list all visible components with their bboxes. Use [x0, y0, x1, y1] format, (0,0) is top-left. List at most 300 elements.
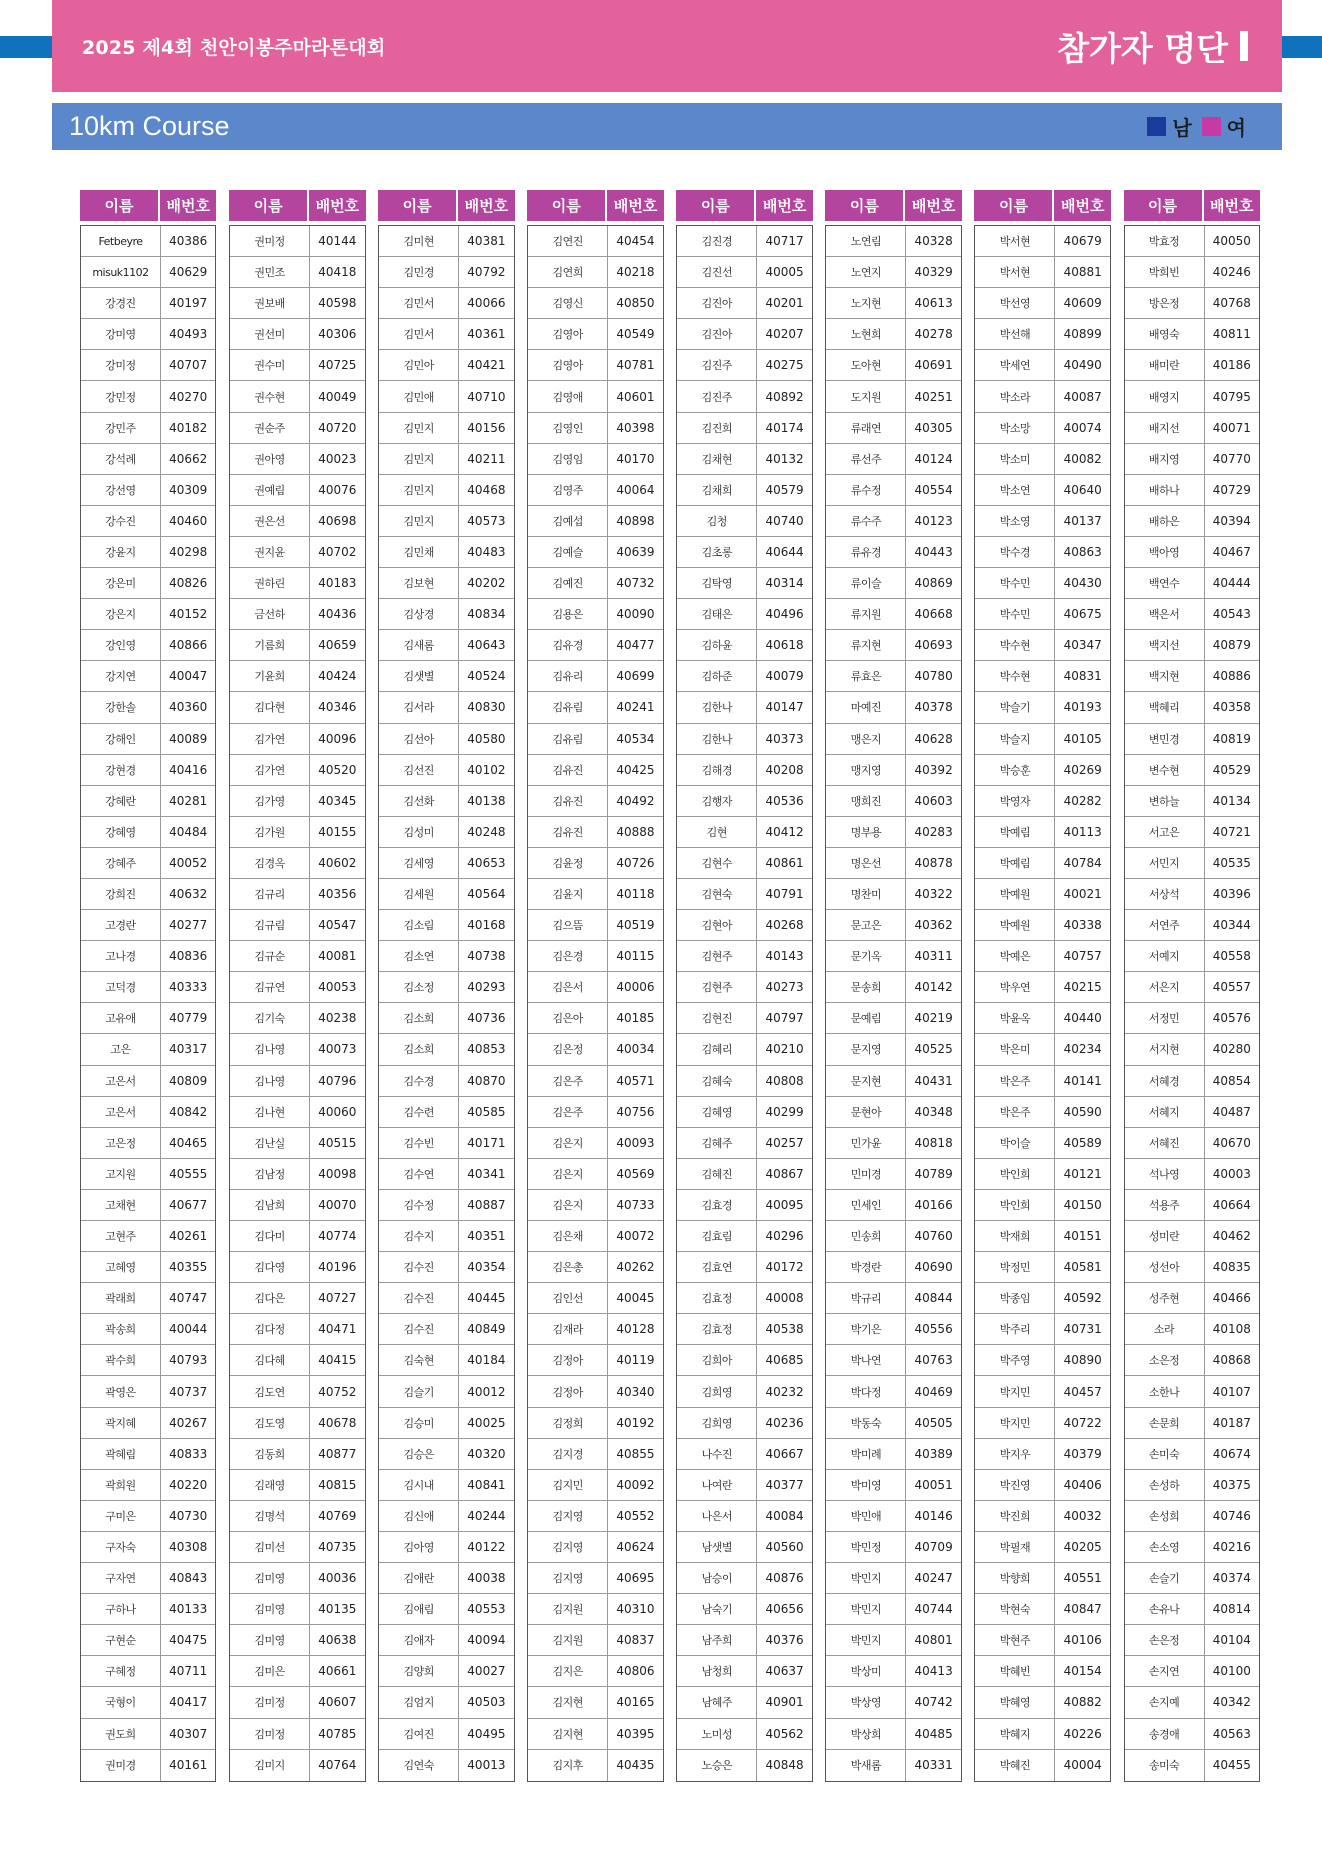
bib-number: 40780 — [914, 669, 953, 684]
bib-number: 40050 — [1212, 234, 1251, 249]
table-row — [677, 1221, 811, 1252]
participant-name: 배미란 — [1125, 350, 1205, 380]
table-row — [826, 879, 960, 910]
participant-name: 박희빈 — [1125, 257, 1205, 287]
bib-number: 40044 — [169, 1322, 208, 1337]
participant-name: 변하늘 — [1125, 786, 1205, 816]
participant-name: 김영아 — [528, 350, 608, 380]
participant-name: 소한나 — [1125, 1376, 1205, 1406]
bib-number: 40536 — [765, 793, 804, 808]
column-body — [229, 225, 365, 1782]
bib-number: 40262 — [616, 1260, 655, 1275]
table-row — [826, 568, 960, 599]
bib-number: 40848 — [765, 1758, 804, 1773]
participant-name: 박주영 — [975, 1345, 1055, 1375]
table-row — [975, 661, 1109, 692]
table-row — [379, 1625, 513, 1656]
table-row — [1125, 724, 1259, 755]
table-row — [528, 1221, 662, 1252]
participant-name: 김민애 — [379, 381, 459, 411]
bib-number: 40095 — [765, 1197, 804, 1212]
participant-name: 김남희 — [230, 1190, 310, 1220]
table-row — [826, 1034, 960, 1065]
participant-name: 강미정 — [81, 350, 161, 380]
participant-name: 김지현 — [528, 1687, 608, 1717]
table-row — [1125, 1159, 1259, 1190]
table-row — [1125, 1470, 1259, 1501]
bib-number: 40134 — [1212, 793, 1251, 808]
table-row — [677, 413, 811, 444]
table-row — [528, 661, 662, 692]
participant-name: 백지현 — [1125, 661, 1205, 691]
participant-name: 박상영 — [826, 1687, 906, 1717]
participant-tables — [80, 190, 1260, 1782]
table-row — [379, 1408, 513, 1439]
participant-name: 김수지 — [379, 1221, 459, 1251]
participant-name: 곽영은 — [81, 1376, 161, 1406]
table-row — [230, 1159, 364, 1190]
table-row — [528, 1190, 662, 1221]
participant-name: 김영신 — [528, 288, 608, 318]
participant-name: 손문희 — [1125, 1408, 1205, 1438]
participant-name: 노미성 — [677, 1719, 757, 1749]
bib-number: 40340 — [616, 1384, 655, 1399]
table-row — [826, 972, 960, 1003]
bib-number: 40064 — [616, 482, 655, 497]
participant-name: 김탁영 — [677, 568, 757, 598]
participant-name: 김소희 — [379, 1034, 459, 1064]
participant-name: 박향희 — [975, 1563, 1055, 1593]
participant-name: 김혜진 — [677, 1159, 757, 1189]
bib-number: 40553 — [467, 1602, 506, 1617]
bib-number: 40138 — [467, 793, 506, 808]
participant-name: 석용주 — [1125, 1190, 1205, 1220]
participant-name: 김효경 — [677, 1190, 757, 1220]
table-row — [230, 1470, 364, 1501]
table-row — [230, 288, 364, 319]
participant-name: 김지원 — [528, 1625, 608, 1655]
header-bib: 배번호 — [315, 197, 360, 215]
bib-number: 40060 — [318, 1104, 357, 1119]
table-row — [230, 786, 364, 817]
bib-number: 40278 — [914, 327, 953, 342]
roster-column-6 — [825, 190, 961, 1782]
participant-name: 박민지 — [826, 1625, 906, 1655]
participant-name: 김은서 — [528, 972, 608, 1002]
participant-name: 김한나 — [677, 724, 757, 754]
table-row — [230, 1345, 364, 1376]
participant-name: 김승은 — [379, 1439, 459, 1469]
participant-name: Fetbeyre — [81, 226, 161, 256]
bib-number: 40556 — [914, 1322, 953, 1337]
bib-number: 40490 — [1063, 358, 1102, 373]
participant-name: 김선진 — [379, 755, 459, 785]
participant-name: 김여진 — [379, 1719, 459, 1749]
bib-number: 40742 — [914, 1695, 953, 1710]
table-row — [677, 1066, 811, 1097]
participant-name: 민세인 — [826, 1190, 906, 1220]
participant-name: 박기은 — [826, 1314, 906, 1344]
participant-name: 강인영 — [81, 630, 161, 660]
table-row — [379, 319, 513, 350]
table-row — [975, 1221, 1109, 1252]
participant-name: 손지연 — [1125, 1656, 1205, 1686]
bib-number: 40695 — [616, 1571, 655, 1586]
participant-name: 박소망 — [975, 413, 1055, 443]
legend-female — [1202, 112, 1246, 141]
participant-name: 김소림 — [379, 910, 459, 940]
participant-name: 김가연 — [230, 724, 310, 754]
participant-name: 곽송희 — [81, 1314, 161, 1344]
participant-name: 김민지 — [379, 444, 459, 474]
bib-number: 40485 — [914, 1726, 953, 1741]
participant-name: 박수민 — [975, 599, 1055, 629]
column-header — [80, 190, 216, 221]
bib-number: 40306 — [318, 327, 357, 342]
bib-number: 40547 — [318, 918, 357, 933]
table-row — [230, 257, 364, 288]
participant-name: 김한나 — [677, 692, 757, 722]
participant-name: 변수현 — [1125, 755, 1205, 785]
participant-name: 김채희 — [677, 475, 757, 505]
participant-name: 김지경 — [528, 1439, 608, 1469]
table-row — [1125, 226, 1259, 257]
table-row — [81, 413, 215, 444]
table-row — [826, 1687, 960, 1718]
table-row — [81, 1470, 215, 1501]
table-row — [1125, 1128, 1259, 1159]
bib-number: 40378 — [914, 700, 953, 715]
column-body — [378, 225, 514, 1782]
participant-name: 김유림 — [528, 692, 608, 722]
table-row — [230, 1501, 364, 1532]
participant-name: 박수민 — [975, 568, 1055, 598]
bib-number: 40505 — [914, 1415, 953, 1430]
table-row — [1125, 1501, 1259, 1532]
participant-name: 권보배 — [230, 288, 310, 318]
bib-number: 40244 — [467, 1508, 506, 1523]
bib-number: 40475 — [169, 1633, 208, 1648]
participant-name: 박현숙 — [975, 1594, 1055, 1624]
participant-name: 김효정 — [677, 1314, 757, 1344]
bib-number: 40720 — [318, 420, 357, 435]
participant-name: 강민정 — [81, 381, 161, 411]
table-row — [379, 724, 513, 755]
bib-number: 40089 — [169, 731, 208, 746]
table-row — [230, 226, 364, 257]
table-row — [975, 319, 1109, 350]
roster-title: 참가자 명단 — [1057, 28, 1228, 68]
participant-name: 박소영 — [975, 506, 1055, 536]
participant-name: 김민지 — [379, 506, 459, 536]
bib-number: 40267 — [169, 1415, 208, 1430]
roster-column-5 — [676, 190, 812, 1782]
participant-name: 류수정 — [826, 475, 906, 505]
table-row — [975, 755, 1109, 786]
table-row — [379, 972, 513, 1003]
participant-name: 박정민 — [975, 1252, 1055, 1282]
bib-number: 40640 — [1063, 482, 1102, 497]
participant-name: 곽지혜 — [81, 1408, 161, 1438]
table-row — [81, 1066, 215, 1097]
bib-number: 40644 — [765, 544, 804, 559]
table-row — [677, 817, 811, 848]
table-row — [677, 1594, 811, 1625]
bib-number: 40184 — [467, 1353, 506, 1368]
table-row — [230, 1532, 364, 1563]
bib-number: 40246 — [1212, 265, 1251, 280]
bib-number: 40071 — [1212, 420, 1251, 435]
bib-number: 40034 — [616, 1042, 655, 1057]
bib-number: 40257 — [765, 1135, 804, 1150]
participant-name: 권은선 — [230, 506, 310, 536]
participant-name: misuk1102 — [81, 257, 161, 287]
table-row — [677, 661, 811, 692]
table-row — [1125, 319, 1259, 350]
table-row — [1125, 475, 1259, 506]
bib-number: 40879 — [1212, 638, 1251, 653]
participant-name: 김규림 — [230, 910, 310, 940]
table-row — [81, 692, 215, 723]
bib-number: 40779 — [169, 1011, 208, 1026]
legend-male-swatch — [1147, 117, 1166, 136]
bib-number: 40662 — [169, 451, 208, 466]
column-header — [974, 190, 1110, 221]
participant-name: 박수현 — [975, 661, 1055, 691]
bib-number: 40503 — [467, 1695, 506, 1710]
table-row — [677, 1719, 811, 1750]
bib-number: 40118 — [616, 887, 655, 902]
participant-name: 소라 — [1125, 1314, 1205, 1344]
table-row — [975, 879, 1109, 910]
participant-name: 변민경 — [1125, 724, 1205, 754]
table-row — [975, 413, 1109, 444]
bib-number: 40580 — [467, 731, 506, 746]
participant-name: 김연진 — [528, 226, 608, 256]
table-row — [1125, 972, 1259, 1003]
participant-name: 류지원 — [826, 599, 906, 629]
table-row — [528, 568, 662, 599]
table-row — [677, 1128, 811, 1159]
participant-name: 고지원 — [81, 1159, 161, 1189]
table-row — [677, 879, 811, 910]
table-row — [975, 786, 1109, 817]
participant-name: 김진경 — [677, 226, 757, 256]
bib-number: 40247 — [914, 1571, 953, 1586]
table-row — [677, 1563, 811, 1594]
table-row — [826, 599, 960, 630]
bib-number: 40668 — [914, 607, 953, 622]
bib-number: 40119 — [616, 1353, 655, 1368]
table-row — [1125, 1656, 1259, 1687]
table-row — [379, 537, 513, 568]
table-row — [975, 910, 1109, 941]
participant-name: 박인희 — [975, 1190, 1055, 1220]
bib-number: 40493 — [169, 327, 208, 342]
bib-number: 40311 — [914, 949, 953, 964]
bib-number: 40346 — [318, 700, 357, 715]
participant-name: 배영지 — [1125, 381, 1205, 411]
participant-name: 권순주 — [230, 413, 310, 443]
bib-number: 40661 — [318, 1664, 357, 1679]
participant-name: 김소연 — [379, 941, 459, 971]
participant-name: 김시내 — [379, 1470, 459, 1500]
table-row — [379, 1594, 513, 1625]
bib-number: 40283 — [914, 824, 953, 839]
participant-name: 김영임 — [528, 444, 608, 474]
bib-number: 40774 — [318, 1229, 357, 1244]
participant-name: 손성희 — [1125, 1501, 1205, 1531]
bib-number: 40073 — [318, 1042, 357, 1057]
table-row — [826, 1470, 960, 1501]
bib-number: 40220 — [169, 1477, 208, 1492]
participant-name: 김승미 — [379, 1408, 459, 1438]
participant-name: 고채현 — [81, 1190, 161, 1220]
header-name: 이름 — [80, 190, 160, 221]
bib-number: 40128 — [616, 1322, 655, 1337]
bib-number: 40711 — [169, 1664, 208, 1679]
table-row — [528, 1719, 662, 1750]
table-row — [975, 568, 1109, 599]
table-row — [379, 599, 513, 630]
participant-name: 김인선 — [528, 1283, 608, 1313]
roster-column-4 — [527, 190, 663, 1782]
column-body — [527, 225, 663, 1782]
bib-number: 40345 — [318, 793, 357, 808]
header-name: 이름 — [229, 190, 309, 221]
bib-number: 40725 — [318, 358, 357, 373]
participant-name: 김채현 — [677, 444, 757, 474]
participant-name: 김민서 — [379, 288, 459, 318]
bib-number: 40155 — [318, 824, 357, 839]
table-row — [230, 319, 364, 350]
bib-number: 40424 — [318, 669, 357, 684]
bib-number: 40415 — [318, 1353, 357, 1368]
column-body — [974, 225, 1110, 1782]
bib-number: 40205 — [1063, 1539, 1102, 1554]
bib-number: 40721 — [1212, 824, 1251, 839]
participant-name: 국형이 — [81, 1687, 161, 1717]
bib-number: 40843 — [169, 1571, 208, 1586]
table-row — [826, 1408, 960, 1439]
bib-number: 40538 — [765, 1322, 804, 1337]
bib-number: 40729 — [1212, 482, 1251, 497]
participant-name: 김연희 — [528, 257, 608, 287]
table-row — [528, 1314, 662, 1345]
table-row — [1125, 786, 1259, 817]
participant-name: 김민경 — [379, 257, 459, 287]
table-row — [1125, 1750, 1259, 1781]
bib-number: 40417 — [169, 1695, 208, 1710]
table-row — [826, 381, 960, 412]
bib-number: 40793 — [169, 1353, 208, 1368]
bib-number: 40168 — [467, 918, 506, 933]
bib-number: 40691 — [914, 358, 953, 373]
bib-number: 40142 — [914, 980, 953, 995]
bib-number: 40047 — [169, 669, 208, 684]
table-row — [81, 1719, 215, 1750]
participant-name: 김으뜸 — [528, 910, 608, 940]
table-row — [528, 1345, 662, 1376]
table-row — [1125, 910, 1259, 941]
bib-number: 40555 — [169, 1166, 208, 1181]
participant-name: 박상희 — [826, 1719, 906, 1749]
bib-number: 40849 — [467, 1322, 506, 1337]
participant-name: 박경란 — [826, 1252, 906, 1282]
bib-number: 40791 — [765, 887, 804, 902]
table-row — [826, 1501, 960, 1532]
bib-number: 40675 — [1063, 607, 1102, 622]
participant-name: 김재라 — [528, 1314, 608, 1344]
participant-name: 권지윤 — [230, 537, 310, 567]
participant-name: 손슬기 — [1125, 1563, 1205, 1593]
bib-number: 40418 — [318, 265, 357, 280]
participant-name: 성주현 — [1125, 1283, 1205, 1313]
participant-name: 서고은 — [1125, 817, 1205, 847]
participant-name: 강석례 — [81, 444, 161, 474]
bib-number: 40147 — [765, 700, 804, 715]
bib-number: 40607 — [318, 1695, 357, 1710]
bib-number: 40487 — [1212, 1104, 1251, 1119]
table-row — [1125, 444, 1259, 475]
bib-number: 40076 — [318, 482, 357, 497]
participant-name: 방은정 — [1125, 288, 1205, 318]
participant-name: 고은서 — [81, 1066, 161, 1096]
table-row — [826, 1097, 960, 1128]
bib-number: 40032 — [1063, 1508, 1102, 1523]
participant-name: 김은지 — [528, 1128, 608, 1158]
participant-name: 강민주 — [81, 413, 161, 443]
bib-number: 40562 — [765, 1726, 804, 1741]
participant-name: 백은서 — [1125, 599, 1205, 629]
participant-name: 김도연 — [230, 1376, 310, 1406]
bib-number: 40435 — [616, 1758, 655, 1773]
table-row — [379, 226, 513, 257]
bib-number: 40628 — [914, 731, 953, 746]
bib-number: 40835 — [1212, 1260, 1251, 1275]
table-row — [1125, 1283, 1259, 1314]
bib-number: 40440 — [1063, 1011, 1102, 1026]
table-row — [1125, 1594, 1259, 1625]
bib-number: 40314 — [765, 576, 804, 591]
participant-name: 박서현 — [975, 257, 1055, 287]
table-row — [677, 475, 811, 506]
bib-number: 40702 — [318, 544, 357, 559]
participant-name: 구자숙 — [81, 1532, 161, 1562]
table-row — [528, 1532, 662, 1563]
bib-number: 40219 — [914, 1011, 953, 1026]
table-row — [677, 226, 811, 257]
bib-number: 40710 — [467, 389, 506, 404]
participant-name: 박혜진 — [975, 1750, 1055, 1781]
participant-name: 김보현 — [379, 568, 459, 598]
participant-name: 문기옥 — [826, 941, 906, 971]
table-row — [379, 1656, 513, 1687]
table-row — [230, 1594, 364, 1625]
table-row — [528, 257, 662, 288]
bib-number: 40886 — [1212, 669, 1251, 684]
participant-name: 박미례 — [826, 1439, 906, 1469]
table-row — [975, 1656, 1109, 1687]
table-row — [826, 257, 960, 288]
table-row — [826, 1345, 960, 1376]
bib-number: 40186 — [1212, 358, 1251, 373]
participant-name: 박은미 — [975, 1034, 1055, 1064]
participant-name: 김지현 — [528, 1719, 608, 1749]
table-row — [677, 381, 811, 412]
participant-name: 박은주 — [975, 1097, 1055, 1127]
participant-name: 박세연 — [975, 350, 1055, 380]
